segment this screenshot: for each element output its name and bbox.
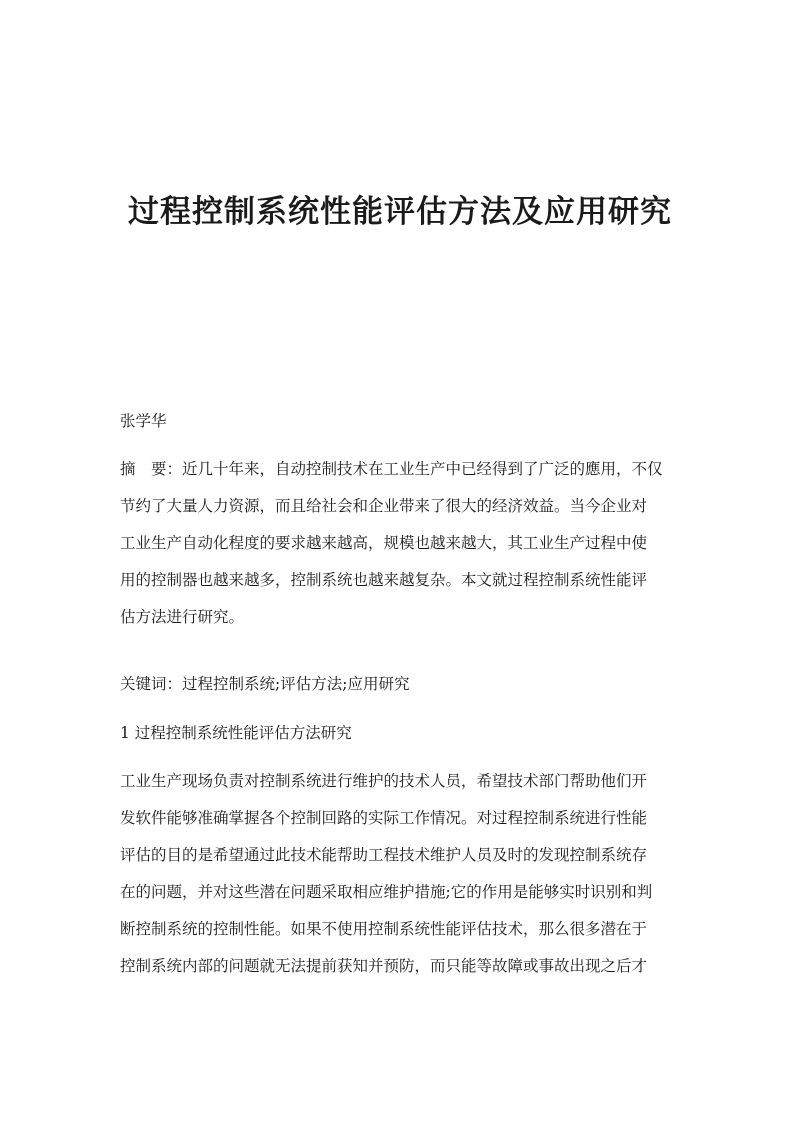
abstract-line: 节约了大量人力资源，而且给社会和企业带来了很大的经济效益。当今企业对 <box>120 497 648 515</box>
section-heading: 1 过程控制系统性能评估方法研究 <box>120 724 352 742</box>
body-line: 在的问题，并对这些潜在问题采取相应维护措施;它的作用是能够实时识别和判 <box>120 883 653 901</box>
body-line: 控制系统内部的问题就无法提前获知并预防，而只能等故障或事故出现之后才 <box>120 957 648 975</box>
abstract-line: 工业生产自动化程度的要求越来越高，规模也越来越大，其工业生产过程中使 <box>120 534 648 552</box>
abstract-line: 估方法进行研究。 <box>120 608 245 626</box>
body-line: 工业生产现场负责对控制系统进行维护的技术人员，希望技术部门帮助他们开 <box>120 772 648 790</box>
document-title: 过程控制系统性能评估方法及应用研究 <box>128 194 672 230</box>
abstract-line: 摘 要：近几十年来，自动控制技术在工业生产中已经得到了广泛的應用，不仅 <box>120 460 663 478</box>
keywords-line: 关键词：过程控制系统;评估方法;应用研究 <box>120 675 410 693</box>
abstract-line: 用的控制器也越来越多，控制系统也越来越复杂。本文就过程控制系统性能评 <box>120 571 648 589</box>
body-line: 发软件能够准确掌握各个控制回路的实际工作情况。对过程控制系统进行性能 <box>120 809 648 827</box>
body-line: 断控制系统的控制性能。如果不使用控制系统性能评估技术，那么很多潜在于 <box>120 920 648 938</box>
author-name: 张学华 <box>120 412 167 430</box>
body-line: 评估的目的是希望通过此技术能帮助工程技术维护人员及时的发现控制系统存 <box>120 846 648 864</box>
